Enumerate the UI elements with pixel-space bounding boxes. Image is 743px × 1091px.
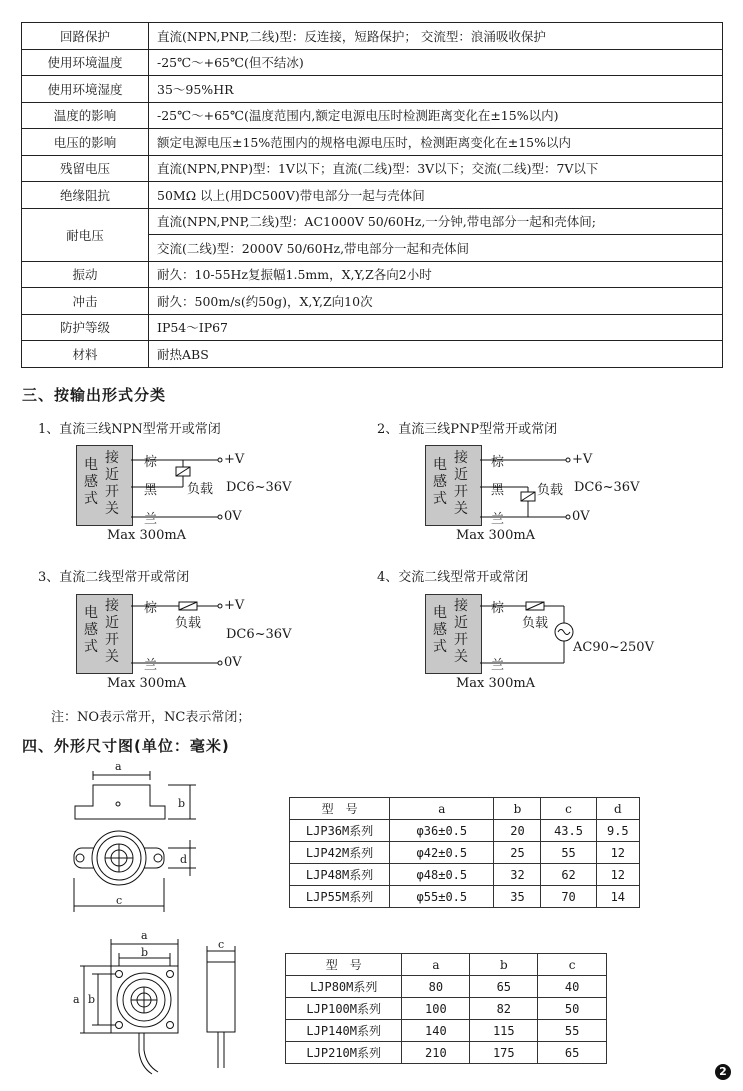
zero-v-label: 0V	[224, 655, 242, 670]
zero-v-label: 0V	[224, 509, 242, 524]
table-cell: 20	[494, 820, 541, 842]
table-cell: 210	[402, 1042, 470, 1064]
spec-key: 材料	[22, 341, 149, 368]
table-cell: 80	[402, 976, 470, 998]
table-row	[290, 864, 640, 886]
table-cell: φ42±0.5	[390, 842, 494, 864]
table-cell: 100	[402, 998, 470, 1020]
dim-label-b: b	[178, 797, 186, 810]
ac-voltage-label: AC90~250V	[573, 640, 654, 655]
spec-value: 额定电源电压±15%范围内的规格电源电压时，检测距离变化在±15%以内	[149, 129, 723, 156]
table-cell: LJP100M系列	[286, 998, 402, 1020]
spec-key: 残留电压	[22, 155, 149, 182]
table-cell: 35	[494, 886, 541, 908]
table-header-cell: 型 号	[290, 798, 390, 820]
table-header-cell: d	[596, 798, 639, 820]
table-cell: 140	[402, 1020, 470, 1042]
box-left-text: 电 感 式	[433, 605, 447, 655]
wiring-title-ac2: 4、交流二线型常开或常闭	[377, 570, 529, 585]
plus-v-label: +V	[224, 452, 245, 467]
spec-value: 直流(NPN,PNP,二线)型：AC1000V 50/60Hz,一分钟,带电部分一起和壳体间;	[149, 208, 723, 235]
table-cell: 65	[538, 1042, 607, 1064]
table-header-row	[290, 798, 640, 820]
table-cell: 62	[541, 864, 596, 886]
wire-brown-label: 棕	[144, 601, 158, 616]
plus-v-label: +V	[572, 452, 593, 467]
table-cell: 12	[596, 842, 639, 864]
table-header-cell: a	[390, 798, 494, 820]
table-header-cell: 型 号	[286, 954, 402, 976]
box-right-text: 接 近 开 关	[454, 450, 468, 517]
max-current-label: Max 300mA	[456, 528, 536, 543]
wire-brown-label: 棕	[491, 601, 505, 616]
table-cell: LJP140M系列	[286, 1020, 402, 1042]
box-left-text: 电 感 式	[433, 457, 447, 507]
dim-label-a: a	[73, 993, 80, 1006]
table-cell: 12	[596, 864, 639, 886]
dc-voltage-label: DC6~36V	[226, 627, 292, 642]
spec-key: 回路保护	[22, 23, 149, 50]
dim-label-b: b	[88, 993, 96, 1006]
page-number: 2	[715, 1064, 731, 1080]
wire-blue-label: 兰	[144, 658, 158, 673]
table-cell: 40	[538, 976, 607, 998]
zero-v-label: 0V	[572, 509, 590, 524]
table-row	[290, 820, 640, 842]
wiring-title-npn: 1、直流三线NPN型常开或常闭	[38, 422, 221, 437]
max-current-label: Max 300mA	[107, 676, 187, 691]
box-left-text: 电 感 式	[84, 605, 98, 655]
load-label: 负载	[522, 616, 549, 631]
dimension-table-round	[289, 797, 640, 908]
spec-value: IP54～IP67	[149, 314, 723, 341]
table-cell: LJP80M系列	[286, 976, 402, 998]
table-cell: 25	[494, 842, 541, 864]
table-header-cell: c	[538, 954, 607, 976]
table-cell: 32	[494, 864, 541, 886]
dim-label-a: a	[115, 760, 122, 773]
section4-title: 四、外形尺寸图(单位：毫米)	[22, 737, 230, 755]
section3-title: 三、按输出形式分类	[22, 386, 167, 404]
spec-value: -25℃～+65℃(但不结冰)	[149, 49, 723, 76]
spec-value: -25℃～+65℃(温度范围内,额定电源电压时检测距离变化在±15%以内)	[149, 102, 723, 129]
table-cell: LJP48M系列	[290, 864, 390, 886]
spec-key: 耐电压	[22, 208, 149, 261]
max-current-label: Max 300mA	[107, 528, 187, 543]
dim-label-c: c	[116, 894, 123, 907]
table-cell: 14	[596, 886, 639, 908]
table-cell: LJP55M系列	[290, 886, 390, 908]
spec-value: 交流(二线)型：2000V 50/60Hz,带电部分一起和壳体间	[149, 235, 723, 262]
table-cell: LJP210M系列	[286, 1042, 402, 1064]
spec-key: 防护等级	[22, 314, 149, 341]
wire-blue-label: 兰	[491, 658, 505, 673]
spec-key: 绝缘阻抗	[22, 182, 149, 209]
box-right-text: 接 近 开 关	[454, 598, 468, 665]
table-header-row	[286, 954, 607, 976]
box-right-text: 接 近 开 关	[105, 450, 119, 517]
spec-key: 温度的影响	[22, 102, 149, 129]
spec-key: 冲击	[22, 288, 149, 315]
plus-v-label: +V	[224, 598, 245, 613]
table-cell: 50	[538, 998, 607, 1020]
spec-key: 使用环境湿度	[22, 76, 149, 103]
wiring-title-pnp: 2、直流三线PNP型常开或常闭	[377, 422, 558, 437]
table-cell: 175	[470, 1042, 538, 1064]
spec-value: 直流(NPN,PNP,二线)型：反连接，短路保护； 交流型：浪涌吸收保护	[149, 23, 723, 50]
wire-black-label: 黑	[144, 483, 158, 498]
table-row	[290, 886, 640, 908]
table-cell: 55	[541, 842, 596, 864]
load-label: 负载	[187, 482, 214, 497]
table-row	[286, 976, 607, 998]
table-header-cell: b	[470, 954, 538, 976]
dc-voltage-label: DC6~36V	[574, 480, 640, 495]
wire-black-label: 黑	[491, 483, 505, 498]
dimension-table-square	[285, 953, 607, 1064]
table-header-cell: b	[494, 798, 541, 820]
table-cell: 70	[541, 886, 596, 908]
dim-label-a: a	[141, 929, 148, 942]
spec-value: 耐久：10-55Hz复振幅1.5mm，X,Y,Z各向2小时	[149, 261, 723, 288]
table-cell: LJP36M系列	[290, 820, 390, 842]
table-cell: 82	[470, 998, 538, 1020]
spec-value: 耐热ABS	[149, 341, 723, 368]
table-cell: 55	[538, 1020, 607, 1042]
table-cell: 43.5	[541, 820, 596, 842]
dc-voltage-label: DC6~36V	[226, 480, 292, 495]
table-cell: 115	[470, 1020, 538, 1042]
load-label: 负载	[175, 616, 202, 631]
spec-key: 振动	[22, 261, 149, 288]
table-header-cell: a	[402, 954, 470, 976]
load-label: 负载	[537, 483, 564, 498]
spec-value: 35～95%HR	[149, 76, 723, 103]
spec-value: 耐久：500m/s(约50g)，X,Y,Z向10次	[149, 288, 723, 315]
spec-key: 电压的影响	[22, 129, 149, 156]
table-row	[286, 1042, 607, 1064]
table-row	[286, 1020, 607, 1042]
wiring-title-dc2: 3、直流二线型常开或常闭	[38, 570, 190, 585]
dim-label-d: d	[180, 853, 188, 866]
box-left-text: 电 感 式	[84, 457, 98, 507]
table-cell: φ48±0.5	[390, 864, 494, 886]
box-right-text: 接 近 开 关	[105, 598, 119, 665]
table-cell: 65	[470, 976, 538, 998]
dim-label-b: b	[141, 946, 149, 959]
table-header-cell: c	[541, 798, 596, 820]
wire-brown-label: 棕	[491, 455, 505, 470]
table-cell: φ36±0.5	[390, 820, 494, 842]
spec-key: 使用环境温度	[22, 49, 149, 76]
spec-value: 50MΩ 以上(用DC500V)带电部分一起与壳体间	[149, 182, 723, 209]
table-row	[286, 998, 607, 1020]
dim-label-c: c	[218, 938, 225, 951]
max-current-label: Max 300mA	[456, 676, 536, 691]
wire-brown-label: 棕	[144, 455, 158, 470]
table-cell: LJP42M系列	[290, 842, 390, 864]
wire-blue-label: 兰	[491, 512, 505, 527]
table-cell: φ55±0.5	[390, 886, 494, 908]
spec-value: 直流(NPN,PNP)型：1V以下；直流(二线)型：3V以下；交流(二线)型：7V以下	[149, 155, 723, 182]
wire-blue-label: 兰	[144, 512, 158, 527]
table-row	[290, 842, 640, 864]
note-text: 注：NO表示常开，NC表示常闭；	[51, 710, 251, 725]
table-cell: 9.5	[596, 820, 639, 842]
